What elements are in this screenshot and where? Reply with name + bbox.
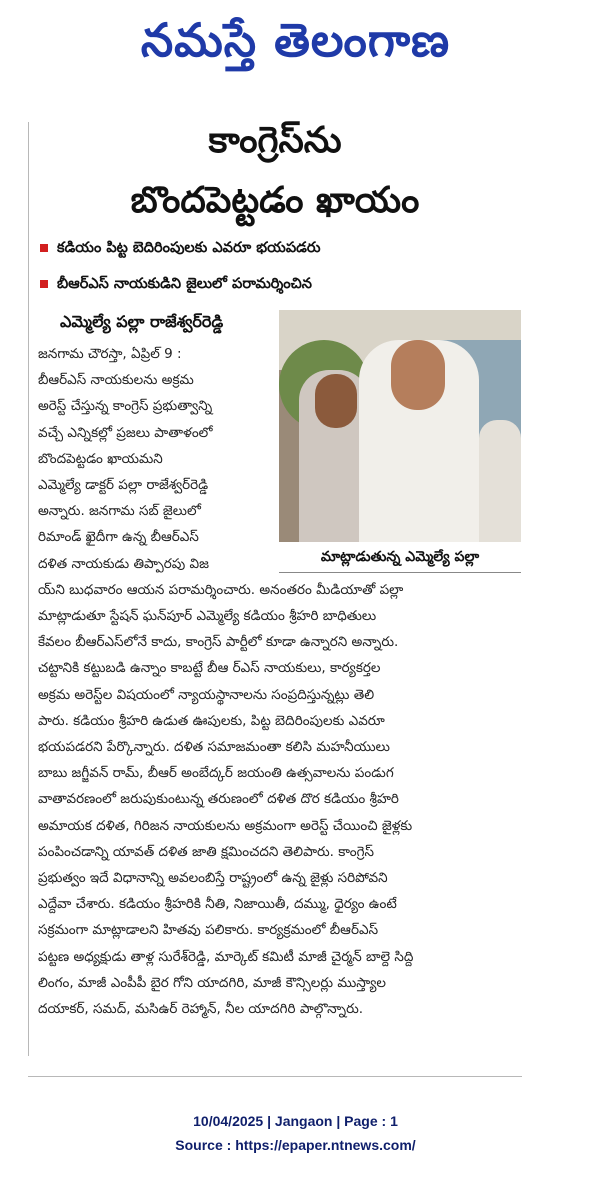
article-line: మాట్లాడుతూ స్టేషన్ ఘన్‌పూర్ ఎమ్మెల్యే కడియం శ్రీహరి బాధితులు — [38, 608, 377, 624]
article-line: దళిత నాయకుడు తిప్పారపు విజ — [38, 555, 209, 572]
article-line: వచ్చే ఎన్నికల్లో ప్రజలు పాతాళంలో — [38, 424, 213, 441]
clipping-bottom-rule — [28, 1076, 522, 1077]
article-line: చట్టానికి కట్టుబడి ఉన్నాం కాబట్టే బీఆ ర్ఎస్ నాయకులు, కార్యకర్తల — [38, 660, 381, 677]
article-line: బొందపెట్టడం ఖాయమని — [38, 450, 163, 467]
article-line: ప్రభుత్వం ఇదే విధానాన్ని అవలంబిస్తే రాష్ట్రంలో ఉన్న జైళ్లు సరిపోవని — [38, 870, 388, 886]
article-line: బాబు జగ్జీవన్ రామ్, బీఆర్ అంబేద్కర్ జయంతి ఉత్సవాలను పండుగ — [38, 765, 394, 782]
column-divider — [28, 122, 29, 1056]
article-line: బీఆర్ఎస్ నాయకులను అక్రమ — [38, 372, 194, 389]
article-line: సక్రమంగా మాట్లాడాలని హితవు పలికారు. కార్యక్రమంలో బీఆర్ఎస్ — [38, 922, 379, 939]
masthead — [0, 0, 591, 80]
article-line: అమాయక దళిత, గిరిజన నాయకులను అక్రమంగా అరెస్ట్ చేయించి జైళ్లకు — [38, 817, 413, 834]
article-line: జనగామ చౌరస్తా, ఏప్రిల్ 9 : — [38, 346, 182, 362]
article-line: పారు. కడియం శ్రీహరి ఉడుత ఊపులకు, పిట్ట బెదిరింపులకు ఎవరూ — [38, 712, 385, 729]
bullet-square-icon — [40, 244, 48, 252]
sub-headline-text: బీఆర్ఎస్ నాయకుడిని జైలులో పరామర్శించిన — [57, 276, 312, 292]
photo-caption: మాట్లాడుతున్న ఎమ్మెల్యే పల్లా — [279, 542, 521, 573]
article-line: పట్టణ అధ్యక్షుడు తాళ్ల సురేశ్‌రెడ్డి, మార్కెట్ కమిటీ మాజీ చైర్మన్ బాల్దె సిద్ది — [38, 948, 414, 965]
sub-headline-byline: ఎమ్మెల్యే పల్లా రాజేశ్వర్‌రెడ్డి — [60, 312, 224, 331]
article-line: అక్రమ అరెస్ట్‌ల విషయంలో న్యాయస్థానాలను సంప్రదిస్తున్నట్లు తెలి — [38, 686, 375, 703]
news-photo — [279, 310, 521, 542]
footer-source: Source : https://epaper.ntnews.com/ — [175, 1137, 416, 1153]
news-clipping — [28, 100, 522, 1080]
sub-headline-text: కడియం పిట్ట బెదిరింపులకు ఎవరూ భయపడరు — [57, 240, 321, 256]
article-line: అరెస్ట్ చేస్తున్న కాంగ్రెస్ ప్రభుత్వాన్ని — [38, 398, 213, 415]
article-line: భయపడరని పేర్కొన్నారు. దళిత సమాజమంతా కలిసి మహనీయులు — [38, 739, 390, 755]
article-line: య్‌ని బుధవారం ఆయన పరామర్శించారు. అనంతరం మీడియాతో పల్లా — [38, 581, 404, 598]
article-line: అన్నారు. జనగామ సబ్ జైలులో — [38, 503, 201, 520]
article-line: ఎమ్మెల్యే డాక్టర్ పల్లా రాజేశ్వర్‌రెడ్డి — [38, 477, 209, 493]
sub-headline-2 — [40, 276, 312, 296]
article-line: రిమాండ్ ఖైదీగా ఉన్న బీఆర్ఎస్ — [38, 529, 199, 546]
article-line: లింగం, మాజీ ఎంపీపీ బైర గోని యాదగిరి, మాజీ కౌన్సిలర్లు ముస్త్యాల — [38, 974, 386, 991]
footer-date-edition: 10/04/2025 | Jangaon | Page : 1 — [193, 1113, 398, 1129]
headline-line-1: కాంగ్రెస్‌ను — [208, 120, 342, 161]
article-line: వాతావరణంలో జరుపుకుంటున్న తరుణంలో దళిత దొర కడియం శ్రీహరి — [38, 791, 399, 808]
article-line: దయాకర్, సమద్, మసిఉర్ రెహ్మాన్, నీల యాదగిరి పాల్గొన్నారు. — [38, 1001, 364, 1017]
article-line: పంపించడాన్ని యావత్ దళిత జాతి క్షమించదని తెలిపారు. కాంగ్రెస్ — [38, 843, 375, 860]
article-line: ఎద్దేవా చేశారు. కడియం శ్రీహరికి నీతి, నిజాయితీ, దమ్ము, ధైర్యం ఉంటే — [38, 896, 397, 913]
sub-headline-1 — [40, 240, 320, 260]
bullet-square-icon — [40, 280, 48, 288]
masthead-title: నమస్తే తెలంగాణ — [140, 13, 451, 67]
article-line: కేవలం బీఆర్ఎస్‌లోనే కాదు, కాంగ్రెస్ పార్టీలో కూడా ఉన్నారని అన్నారు. — [38, 634, 399, 651]
headline-line-2: బొందపెట్టడం ఖాయం — [130, 180, 420, 221]
